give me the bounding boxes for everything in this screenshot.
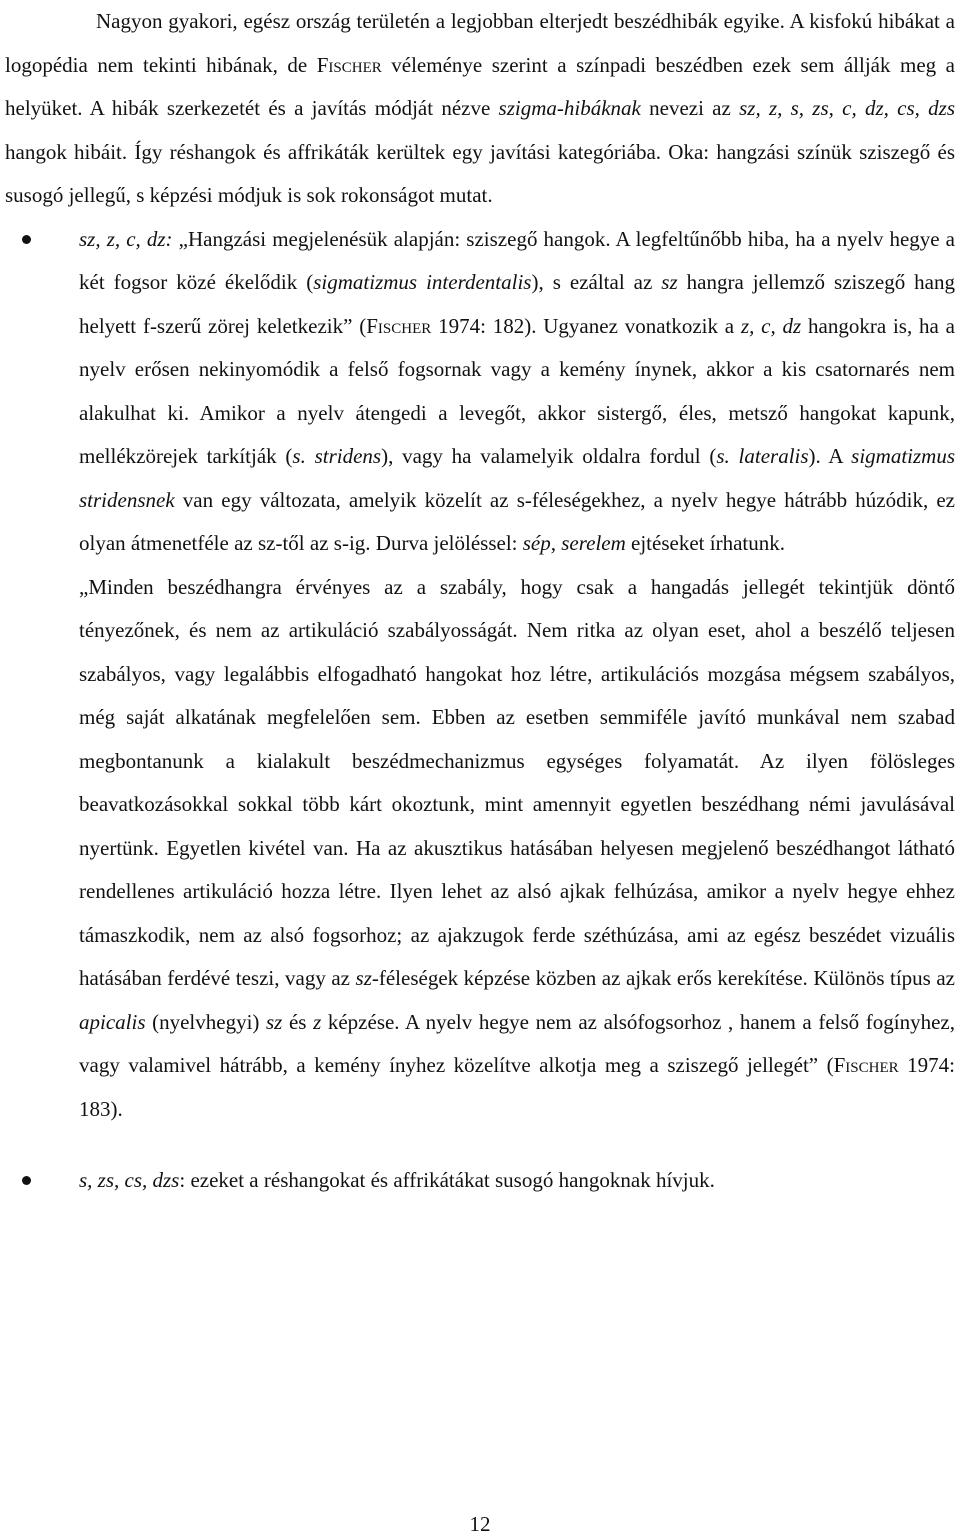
bullet-text: hangra jellemző sziszegő hang helyett f-szerű zörej keletkezik” ( (79, 270, 956, 338)
bullet-dot-icon (22, 1176, 31, 1185)
author-name: Fischer (366, 313, 432, 338)
bullet-text: „Hangzási megjelenésük alapján: sziszegő hangok. A legfeltűnőbb hiba, ha a nyelv hegye a két fogsor közé ékelődik ( (79, 226, 955, 294)
bullet-lead: sz, z, c, dz: (79, 226, 173, 251)
intro-paragraph (5, 0, 955, 218)
page-number: 12 (469, 1512, 491, 1536)
quote-text: képzése. A nyelv hegye nem az alsófogsorhoz , hanem a felső fogínyhez, vagy valamivel hátrább, a kemény ínyhez közelítve alkotja meg a sziszegő jellegét” ( (79, 1009, 955, 1077)
author-name: Fischer (833, 1053, 899, 1077)
letter-italic: z (313, 1009, 322, 1034)
term-italic: s. stridens (292, 444, 382, 468)
intro-text: véleménye szerint a színpadi beszédben ezek sem állják meg a helyüket. A hibák szerkezetét és a javítás módját nézve (5, 52, 955, 120)
bullet-paragraph (79, 1159, 955, 1203)
term-italic: sigmatizmus interdentalis (313, 270, 532, 294)
intro-text: hangok hibáit. Így réshangok és affrikáták kerültek egy javítási kategóriába. Oka: hangzási színük sziszegő és susogó jellegű, s képzési módjuk is sok rokonságot mutat. (5, 139, 955, 207)
quote-paragraph (79, 566, 955, 1132)
intro-text: nevezi az (640, 96, 740, 120)
quote-text: (nyelvhegyi) (145, 1009, 266, 1034)
bullet-text: van egy változata, amelyik közelít az s-féleségekhez, a nyelv hegye hátrább húzódik, ez olyan átmenetféle az sz-től az s-ig. Durva jelöléssel: (79, 487, 955, 555)
bullet-paragraph (79, 218, 955, 566)
term-italic: sigmatizmus stridensnek (79, 444, 955, 512)
bullet-item-susogo (5, 1159, 955, 1203)
letter-italic: sz (661, 270, 678, 294)
bullet-lead: s, zs, cs, dzs (79, 1168, 180, 1192)
quote-text: -féleségek képzése közben az ajkak erős kerekítése. Különös típus az (371, 966, 955, 990)
bullet-item-sziszego (5, 218, 955, 1132)
letter-italic: sz (266, 1009, 283, 1034)
letter-italic: sz (355, 966, 372, 990)
bullet-list (5, 218, 955, 1203)
bullet-text: 1974: 182). Ugyanez vonatkozik a (431, 313, 741, 338)
letters-italic: sz, z, s, zs, c, dz, cs, dzs (739, 96, 955, 120)
bullet-text: hangokra is, ha a nyelv erősen nekinyomódik a felső fogsornak vagy a kemény ínynek, akkor a kis csatornarés nem alakulhat ki. Amikor a nyelv átengedi a levegőt, akkor sistergő, éles, metsző hangokat kapunk, mellékzörejek tarkítják ( (79, 313, 955, 468)
quote-text: 1974: 183). (79, 1053, 955, 1121)
term-italic: apicalis (79, 1009, 146, 1034)
spacer (5, 1131, 955, 1159)
bullet-text: ejtéseket írhatunk. (625, 531, 785, 555)
bullet-text: ), vagy ha valamelyik oldalra fordul ( (381, 444, 717, 468)
author-name: Fischer (316, 52, 382, 77)
quote-text: és (282, 1009, 314, 1034)
bullet-text: ), s ezáltal az (531, 270, 662, 294)
bullet-dot-icon (22, 235, 31, 244)
letters-italic: z, c, dz (740, 313, 802, 338)
bullet-text: : ezeket a réshangokat és affrikátákat susogó hangoknak hívjuk. (179, 1168, 715, 1192)
term-italic: s. lateralis (716, 444, 809, 468)
quote-text: „Minden beszédhangra érvényes az a szabály, hogy csak a hangadás jellegét tekintjük döntő tényezőnek, és nem az artikuláció szabályosságát. Nem ritka az olyan eset, ahol a beszélő teljesen szabályos, vagy legalábbis elfogadható hangokat hoz létre, artikulációs mozgása mégsem szabályos, még saját alkatának megfelelően sem. Ebben az esetben semmiféle javító munkával nem szabad megbontanunk a kialakult beszédmechanizmus egységes folyamatát. Az ilyen fölösleges beavatkozásokkal sokkal több kárt okoztunk, mint amennyit egyetlen beszédhang némi javulásával nyertünk. Egyetlen kivétel van. Ha az akusztikus hatásában helyesen megjelenő beszédhangot látható rendellenes artikuláció hozza létre. Ilyen lehet az alsó ajkak felhúzása, amikor a nyelv hegye ehhez támaszkodik, nem az alsó fogsorhoz; az ajakzugok ferde széthúzása, ami az egész beszédet vizuális hatásában ferdévé teszi, vagy az (79, 574, 955, 990)
intro-text: Nagyon gyakori, egész ország területén a legjobban elterjedt beszédhibák egyike. A kisfokú hibákat a logopédia nem tekinti hibának, de (5, 9, 955, 77)
term-italic: szigma-hibáknak (498, 96, 641, 120)
document-page (5, 0, 955, 1203)
bullet-text: ). A (808, 444, 852, 468)
example-italic: sép, serelem (522, 531, 626, 555)
